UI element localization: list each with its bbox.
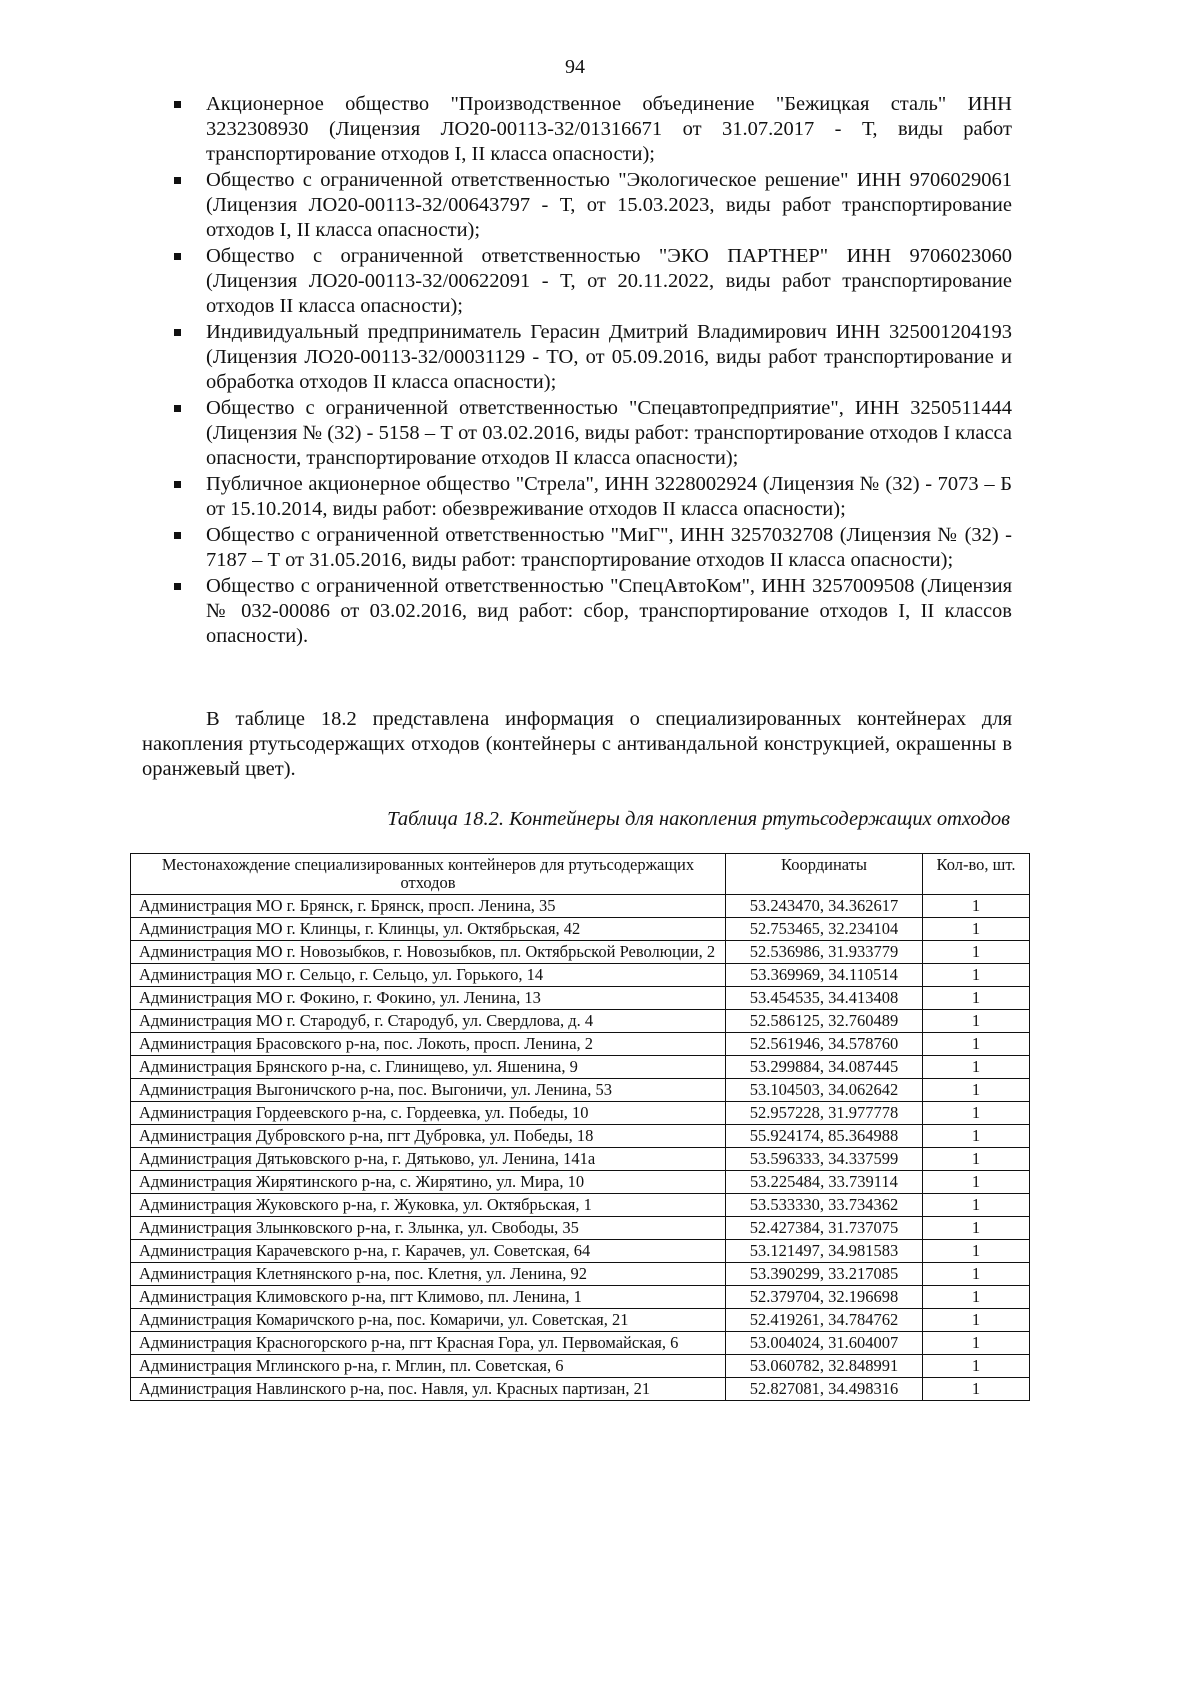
cell-quantity: 1 — [923, 1217, 1030, 1240]
table-row — [131, 1263, 1030, 1286]
cell-location: Администрация Брянского р-на, с. Глинищево, ул. Яшенина, 9 — [131, 1056, 726, 1079]
table-row — [131, 1217, 1030, 1240]
cell-location: Администрация Жирятинского р-на, с. Жирятино, ул. Мира, 10 — [131, 1171, 726, 1194]
cell-location: Администрация Гордеевского р-на, с. Гордеевка, ул. Победы, 10 — [131, 1102, 726, 1125]
cell-quantity: 1 — [923, 1079, 1030, 1102]
cell-coordinates: 53.533330, 33.734362 — [726, 1194, 923, 1217]
list-item: Общество с ограниченной ответственностью "Спецавтопредприятие", ИНН 3250511444 (Лицензия № (32) - 5158 – Т от 03.02.2016, виды работ: транспортирование отходов I класса опасности, транспортирование отходов II класса опасности); — [172, 396, 1012, 471]
cell-location: Администрация МО г. Клинцы, г. Клинцы, ул. Октябрьская, 42 — [131, 918, 726, 941]
cell-location: Администрация Клетнянского р-на, пос. Клетня, ул. Ленина, 92 — [131, 1263, 726, 1286]
cell-coordinates: 53.060782, 32.848991 — [726, 1355, 923, 1378]
cell-quantity: 1 — [923, 941, 1030, 964]
cell-quantity: 1 — [923, 895, 1030, 918]
header-coordinates: Координаты — [726, 854, 923, 895]
cell-coordinates: 53.299884, 34.087445 — [726, 1056, 923, 1079]
cell-quantity: 1 — [923, 918, 1030, 941]
cell-coordinates: 52.586125, 32.760489 — [726, 1010, 923, 1033]
table-row — [131, 895, 1030, 918]
table-row — [131, 1286, 1030, 1309]
cell-coordinates: 52.379704, 32.196698 — [726, 1286, 923, 1309]
cell-location: Администрация Красногорского р-на, пгт Красная Гора, ул. Первомайская, 6 — [131, 1332, 726, 1355]
table-row — [131, 1148, 1030, 1171]
cell-quantity: 1 — [923, 1102, 1030, 1125]
cell-location: Администрация Дятьковского р-на, г. Дятьково, ул. Ленина, 141а — [131, 1148, 726, 1171]
table-row — [131, 1355, 1030, 1378]
cell-location: Администрация Злынковского р-на, г. Злынка, ул. Свободы, 35 — [131, 1217, 726, 1240]
cell-quantity: 1 — [923, 1286, 1030, 1309]
cell-coordinates: 53.104503, 34.062642 — [726, 1079, 923, 1102]
cell-location: Администрация Дубровского р-на, пгт Дубровка, ул. Победы, 18 — [131, 1125, 726, 1148]
cell-quantity: 1 — [923, 1309, 1030, 1332]
table-row — [131, 1125, 1030, 1148]
table-header-row — [131, 854, 1030, 895]
cell-coordinates: 53.004024, 31.604007 — [726, 1332, 923, 1355]
cell-quantity: 1 — [923, 987, 1030, 1010]
table-row — [131, 1171, 1030, 1194]
table-row — [131, 987, 1030, 1010]
cell-location: Администрация Климовского р-на, пгт Климово, пл. Ленина, 1 — [131, 1286, 726, 1309]
table-row — [131, 1194, 1030, 1217]
table-row — [131, 1102, 1030, 1125]
cell-location: Администрация Выгоничского р-на, пос. Выгоничи, ул. Ленина, 53 — [131, 1079, 726, 1102]
list-item: Общество с ограниченной ответственностью "СпецАвтоКом", ИНН 3257009508 (Лицензия № 032-00086 от 03.02.2016, вид работ: сбор, транспортирование отходов I, II классов опасности). — [172, 574, 1012, 649]
cell-quantity: 1 — [923, 1056, 1030, 1079]
cell-quantity: 1 — [923, 1240, 1030, 1263]
cell-quantity: 1 — [923, 1263, 1030, 1286]
cell-coordinates: 53.390299, 33.217085 — [726, 1263, 923, 1286]
cell-coordinates: 53.243470, 34.362617 — [726, 895, 923, 918]
containers-table — [130, 853, 1030, 1401]
list-item: Публичное акционерное общество "Стрела", ИНН 3228002924 (Лицензия № (32) - 7073 – Б от 15.10.2014, виды работ: обезвреживание отходов II класса опасности); — [172, 472, 1012, 522]
cell-quantity: 1 — [923, 1171, 1030, 1194]
cell-location: Администрация МО г. Брянск, г. Брянск, просп. Ленина, 35 — [131, 895, 726, 918]
cell-coordinates: 52.427384, 31.737075 — [726, 1217, 923, 1240]
cell-coordinates: 53.121497, 34.981583 — [726, 1240, 923, 1263]
cell-quantity: 1 — [923, 964, 1030, 987]
cell-quantity: 1 — [923, 1355, 1030, 1378]
cell-coordinates: 53.454535, 34.413408 — [726, 987, 923, 1010]
cell-coordinates: 53.596333, 34.337599 — [726, 1148, 923, 1171]
list-item: Общество с ограниченной ответственностью "Экологическое решение" ИНН 9706029061 (Лицензия ЛО20-00113-32/00643797 - Т, от 15.03.2023, виды работ транспортирование отходов I, II класса опасности); — [172, 168, 1012, 243]
cell-coordinates: 53.225484, 33.739114 — [726, 1171, 923, 1194]
cell-location: Администрация Мглинского р-на, г. Мглин, пл. Советская, 6 — [131, 1355, 726, 1378]
table-row — [131, 1033, 1030, 1056]
table-row — [131, 1010, 1030, 1033]
list-item: Общество с ограниченной ответственностью "МиГ", ИНН 3257032708 (Лицензия № (32) - 7187 – Т от 31.05.2016, виды работ: транспортирование отходов II класса опасности); — [172, 523, 1012, 573]
table-row — [131, 918, 1030, 941]
cell-coordinates: 52.827081, 34.498316 — [726, 1378, 923, 1401]
cell-quantity: 1 — [923, 1033, 1030, 1056]
intro-paragraph: В таблице 18.2 представлена информация о специализированных контейнерах для накопления ртутьсодержащих отходов (контейнеры с антивандальной конструкцией, окрашенны в оранжевый цвет). — [142, 708, 1012, 780]
cell-quantity: 1 — [923, 1010, 1030, 1033]
cell-location: Администрация Брасовского р-на, пос. Локоть, просп. Ленина, 2 — [131, 1033, 726, 1056]
cell-coordinates: 52.419261, 34.784762 — [726, 1309, 923, 1332]
list-item: Индивидуальный предприниматель Герасин Дмитрий Владимирович ИНН 325001204193 (Лицензия ЛО20-00113-32/00031129 - ТО, от 05.09.2016, виды работ транспортирование и обработка отходов II класса опасности); — [172, 320, 1012, 395]
cell-quantity: 1 — [923, 1194, 1030, 1217]
cell-location: Администрация МО г. Фокино, г. Фокино, ул. Ленина, 13 — [131, 987, 726, 1010]
table-row — [131, 1332, 1030, 1355]
cell-coordinates: 52.753465, 32.234104 — [726, 918, 923, 941]
cell-coordinates: 53.369969, 34.110514 — [726, 964, 923, 987]
list-item: Акционерное общество "Производственное объединение "Бежицкая сталь" ИНН 3232308930 (Лицензия ЛО20-00113-32/01316671 от 31.07.2017 - Т, виды работ транспортирование отходов I, II класса опасности); — [172, 92, 1012, 167]
list-item: Общество с ограниченной ответственностью "ЭКО ПАРТНЕР" ИНН 9706023060 (Лицензия ЛО20-00113-32/00622091 - Т, от 20.11.2022, виды работ транспортирование отходов II класса опасности); — [172, 244, 1012, 319]
page-number: 94 — [565, 56, 585, 78]
table-row — [131, 1240, 1030, 1263]
header-location: Местонахождение специализированных контейнеров для ртутьсодержащих отходов — [131, 854, 726, 895]
cell-coordinates: 55.924174, 85.364988 — [726, 1125, 923, 1148]
cell-location: Администрация Навлинского р-на, пос. Навля, ул. Красных партизан, 21 — [131, 1378, 726, 1401]
table-row — [131, 1309, 1030, 1332]
cell-coordinates: 52.536986, 31.933779 — [726, 941, 923, 964]
table-row — [131, 1079, 1030, 1102]
cell-quantity: 1 — [923, 1148, 1030, 1171]
cell-quantity: 1 — [923, 1378, 1030, 1401]
cell-location: Администрация МО г. Сельцо, г. Сельцо, ул. Горького, 14 — [131, 964, 726, 987]
header-quantity: Кол-во, шт. — [923, 854, 1030, 895]
cell-quantity: 1 — [923, 1125, 1030, 1148]
table-row — [131, 1378, 1030, 1401]
table-row — [131, 941, 1030, 964]
cell-coordinates: 52.957228, 31.977778 — [726, 1102, 923, 1125]
cell-quantity: 1 — [923, 1332, 1030, 1355]
cell-location: Администрация МО г. Стародуб, г. Стародуб, ул. Свердлова, д. 4 — [131, 1010, 726, 1033]
table-caption: Таблица 18.2. Контейнеры для накопления ртутьсодержащих отходов — [387, 808, 1010, 830]
table-row — [131, 964, 1030, 987]
licensee-list — [172, 92, 1012, 650]
table-row — [131, 1056, 1030, 1079]
cell-location: Администрация Карачевского р-на, г. Карачев, ул. Советская, 64 — [131, 1240, 726, 1263]
cell-location: Администрация МО г. Новозыбков, г. Новозыбков, пл. Октябрьской Революции, 2 — [131, 941, 726, 964]
cell-location: Администрация Комаричского р-на, пос. Комаричи, ул. Советская, 21 — [131, 1309, 726, 1332]
cell-coordinates: 52.561946, 34.578760 — [726, 1033, 923, 1056]
cell-location: Администрация Жуковского р-на, г. Жуковка, ул. Октябрьская, 1 — [131, 1194, 726, 1217]
